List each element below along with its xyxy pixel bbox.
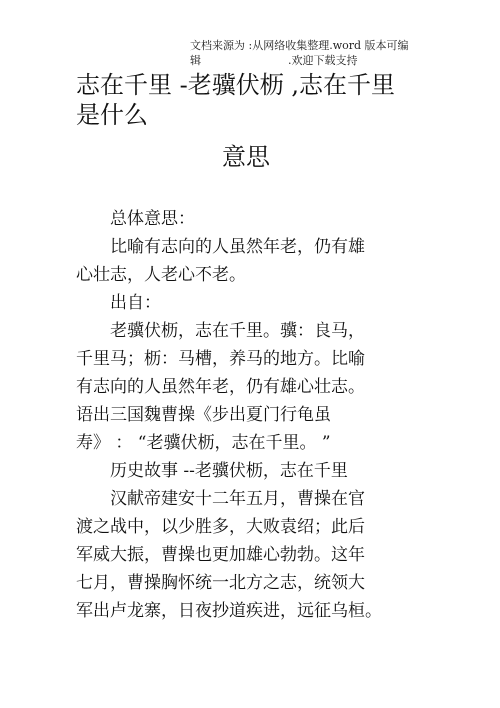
title-line-2: 是什么 bbox=[76, 101, 148, 129]
body-line: 老骥伏枥，志在千里。骥：良马， bbox=[76, 321, 365, 341]
body-line: 七月，曹操胸怀统一北方之志，统领大 bbox=[76, 573, 365, 593]
body-line: 出自： bbox=[76, 293, 161, 313]
source-note-line-1: 文档来源为 :从网络收集整理.word 版本可编 bbox=[190, 39, 409, 52]
title-line-3: 意思 bbox=[222, 143, 270, 171]
body-line: 军出卢龙寨，日夜抄道疾进，远征乌桓。 bbox=[76, 601, 382, 621]
source-note-line-2b: .欢迎下载支持 bbox=[288, 54, 358, 67]
body-line: 语出三国魏曹操《步出夏门行龟虽 bbox=[76, 405, 331, 425]
body-line: 汉献帝建安十二年五月，曹操在官 bbox=[76, 489, 365, 509]
body-line: 总体意思： bbox=[76, 209, 195, 229]
source-note-line-2a: 辑 bbox=[190, 54, 201, 67]
body-line: 寿》 ： “老骥伏枥，志在千里。 ” bbox=[76, 433, 331, 453]
body-line: 历史故事 --老骥伏枥，志在千里 bbox=[76, 461, 348, 481]
body-line: 有志向的人虽然年老，仍有雄心壮志。 bbox=[76, 377, 365, 397]
body-line: 心壮志，人老心不老。 bbox=[76, 265, 246, 285]
title-line-1: 志在千里 -老骥伏枥 ,志在千里 bbox=[76, 71, 395, 99]
body-line: 军威大振，曹操也更加雄心勃勃。这年 bbox=[76, 545, 365, 565]
body-line: 渡之战中，以少胜多，大败袁绍；此后 bbox=[76, 517, 365, 537]
body-line: 比喻有志向的人虽然年老，仍有雄 bbox=[76, 237, 365, 257]
body-line: 千里马；枥：马槽，养马的地方。比喻 bbox=[76, 349, 365, 369]
